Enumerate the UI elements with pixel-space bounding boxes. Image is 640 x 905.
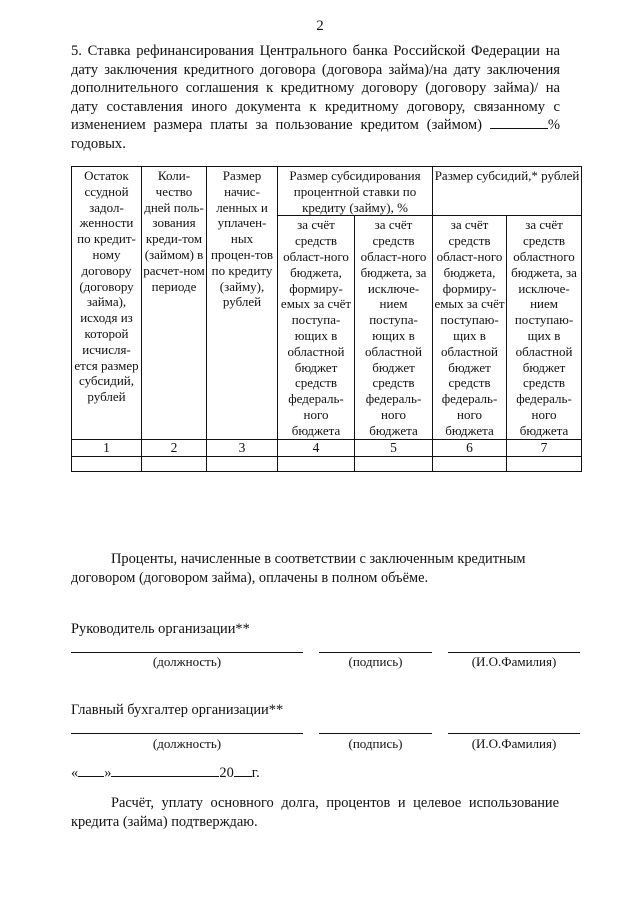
rate-blank-field	[490, 117, 548, 129]
head-signature-line	[319, 652, 432, 653]
head-position-caption: (должность)	[152, 654, 222, 669]
date-close-quote: »	[104, 765, 112, 781]
column-number: 2	[142, 439, 207, 456]
accountant-position-caption: (должность)	[152, 736, 222, 751]
table-cell	[433, 456, 507, 471]
month-blank	[111, 764, 219, 777]
header-subsidy-amount-group: Размер субсидий,* рублей	[433, 167, 582, 216]
table-cell	[278, 456, 355, 471]
head-of-organization-title: Руководитель организации**	[71, 621, 250, 637]
column-number: 6	[433, 439, 507, 456]
table-empty-data-row	[72, 456, 582, 471]
header-loan-balance: Остаток ссудной задол-женности по кредит-ному договору (договору займа), исходя из которой исчисля-ется размер субсидий, рублей	[72, 167, 142, 440]
head-name-line	[448, 652, 580, 653]
column-number: 7	[507, 439, 582, 456]
accountant-name-caption: (И.О.Фамилия)	[471, 736, 557, 751]
year-blank	[234, 764, 252, 777]
year-prefix: 20	[219, 765, 234, 781]
column-number: 1	[72, 439, 142, 456]
accountant-signature-caption: (подпись)	[348, 736, 403, 751]
header-days-of-use: Коли-чество дней поль-зования креди-том (займом) в расчет-ном периоде	[142, 167, 207, 440]
header-amount-regional-source: за счёт средств областного бюджета, за исключе-нием поступаю-щих в областной бюджет средств федераль-ного бюджета	[507, 216, 582, 439]
chief-accountant-title: Главный бухгалтер организации**	[71, 702, 284, 718]
refinancing-rate-paragraph	[71, 42, 560, 154]
confirmation-statement: Расчёт, уплату основного долга, процентов и целевое использование кредита (займа) подтверждаю.	[71, 795, 559, 830]
day-blank	[78, 764, 104, 777]
subsidy-calculation-table	[71, 166, 582, 472]
column-number: 4	[278, 439, 355, 456]
head-position-line	[71, 652, 303, 653]
column-number: 5	[355, 439, 433, 456]
date-open-quote: «	[71, 765, 79, 781]
head-name-caption: (И.О.Фамилия)	[471, 654, 557, 669]
head-signature-caption: (подпись)	[348, 654, 403, 669]
interest-paid-statement: Проценты, начисленные в соответствии с заключенным кредитным договором (договором займа), оплачены в полном объёме.	[71, 551, 526, 586]
date-line	[71, 764, 260, 782]
table-header-row	[72, 167, 582, 216]
header-rate-regional-source: за счёт средств област-ного бюджета, за исключе-нием поступа-ющих в областной бюджет средств федераль-ного бюджета	[355, 216, 433, 439]
header-rate-subsidy-group: Размер субсидирования процентной ставки по кредиту (займу), %	[278, 167, 433, 216]
accountant-name-line	[448, 733, 580, 734]
table-cell	[72, 456, 142, 471]
column-number-row	[72, 439, 582, 456]
header-accrued-interest: Размер начис-ленных и уплачен-ных процен-тов по кредиту (займу), рублей	[207, 167, 278, 440]
page-number: 2	[316, 18, 324, 34]
header-amount-federal-source: за счёт средств област-ного бюджета, формиру-емых за счёт поступаю-щих в областной бюджет средств федераль-ного бюджета	[434, 217, 505, 438]
accountant-position-line	[71, 733, 303, 734]
refinancing-rate-text: 5. Ставка рефинансирования Центрального банка Российской Федерации на дату заключения кредитного договора (договора займа)/на дату заключения дополнительного соглашения к кредитному договору (договору займа)/ на дату составления иного документа к кредитному договору, связанному с изменением размера платы за пользование кредитом (займом)	[71, 43, 560, 134]
table-cell	[507, 456, 582, 471]
column-number: 3	[207, 439, 278, 456]
year-suffix: г.	[251, 765, 260, 781]
header-rate-federal-source: за счёт средств област-ного бюджета, формиру-емых за счёт поступа-ющих в областной бюджет средств федераль-ного бюджета	[278, 216, 355, 439]
table-cell	[142, 456, 207, 471]
table-cell	[355, 456, 433, 471]
accountant-signature-line	[319, 733, 432, 734]
table-cell	[207, 456, 278, 471]
rate-unit-text: % годовых.	[71, 117, 560, 152]
